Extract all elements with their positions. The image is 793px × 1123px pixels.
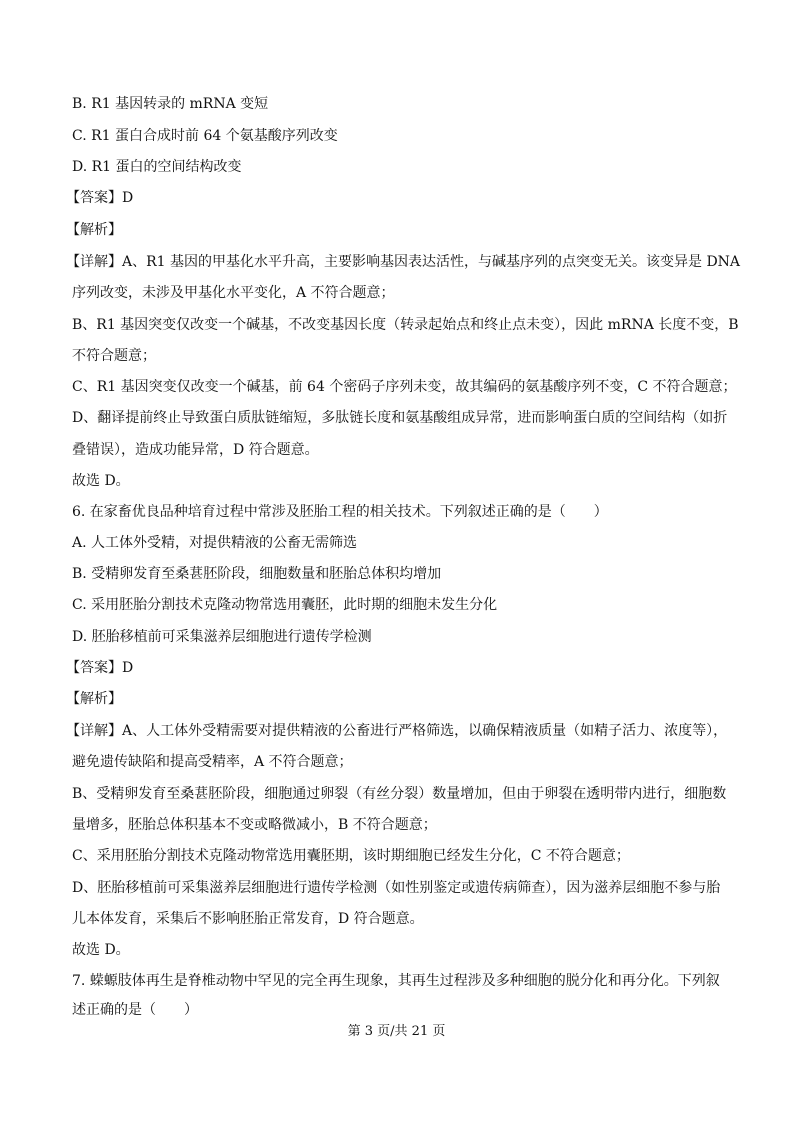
- q5-detail-d-line2: 叠错误），造成功能异常，D 符合题意。: [72, 442, 319, 458]
- q6-detail-b-line2: 量增多，胚胎总体积基本不变或略微减小，B 不符合题意；: [72, 817, 437, 833]
- q6-detail-a-line1: 【详解】A、人工体外受精需要对提供精液的公畜进行严格筛选，以确保精液质量（如精子活力、浓度等），: [66, 723, 728, 739]
- q5-analysis-label: 【解析】: [66, 222, 122, 238]
- q5-detail-b-line1: B、R1 基因突变仅改变一个碱基，不改变基因长度（转录起始点和终止点未变），因此 mRNA 长度不变，B: [72, 317, 739, 333]
- q6-detail-d-line2: 儿本体发育，采集后不影响胚胎正常发育，D 符合题意。: [72, 911, 424, 927]
- page-footer: 第 3 页/共 21 页: [347, 1024, 446, 1039]
- q6-analysis-label: 【解析】: [66, 691, 122, 707]
- q5-detail-a-line2: 序列改变，未涉及甲基化水平变化，A 不符合题意；: [72, 285, 395, 301]
- q5-detail-d-line1: D、翻译提前终止导致蛋白质肽链缩短，多肽链长度和氨基酸组成异常，进而影响蛋白质的空间结构（如折: [72, 410, 728, 426]
- q7-stem-line2: 述正确的是（ ）: [72, 1002, 198, 1018]
- q6-option-c: C. 采用胚胎分割技术克隆动物常选用囊胚，此时期的细胞未发生分化: [72, 597, 498, 613]
- q6-detail-c-line1: C、采用胚胎分割技术克隆动物常选用囊胚期，该时期细胞已经发生分化，C 不符合题意；: [72, 848, 630, 864]
- q6-conclusion: 故选 D。: [72, 942, 130, 958]
- q5-conclusion: 故选 D。: [72, 473, 130, 489]
- q5-option-c: C. R1 蛋白合成时前 64 个氨基酸序列改变: [72, 128, 338, 144]
- q6-option-b: B. 受精卵发育至桑葚胚阶段，细胞数量和胚胎总体积均增加: [72, 566, 442, 582]
- q6-option-a: A. 人工体外受精，对提供精液的公畜无需筛选: [72, 535, 358, 551]
- q7-stem-line1: 7. 蝾螈肢体再生是脊椎动物中罕见的完全再生现象，其再生过程涉及多种细胞的脱分化和再分化。下列叙: [72, 973, 720, 989]
- q6-detail-a-line2: 避免遗传缺陷和提高受精率，A 不符合题意；: [72, 754, 353, 770]
- q5-detail-a-line1: 【详解】A、R1 基因的甲基化水平升高，主要影响基因表达活性，与碱基序列的点突变无关。该变异是 DNA: [66, 254, 741, 270]
- q6-detail-b-line1: B、受精卵发育至桑葚胚阶段，细胞通过卵裂（有丝分裂）数量增加，但由于卵裂在透明带内进行，细胞数: [72, 786, 727, 802]
- q5-answer: 【答案】D: [66, 190, 134, 206]
- q6-detail-d-line1: D、胚胎移植前可采集滋养层细胞进行遗传学检测（如性别鉴定或遗传病筛查），因为滋养层细胞不参与胎: [72, 880, 721, 896]
- q5-option-b: B. R1 基因转录的 mRNA 变短: [72, 96, 269, 112]
- q6-answer: 【答案】D: [66, 660, 134, 676]
- q5-option-d: D. R1 蛋白的空间结构改变: [72, 159, 242, 175]
- q6-stem: 6. 在家畜优良品种培育过程中常涉及胚胎工程的相关技术。下列叙述正确的是（ ）: [72, 504, 608, 520]
- q5-detail-b-line2: 不符合题意；: [72, 348, 156, 364]
- q6-option-d: D. 胚胎移植前可采集滋养层细胞进行遗传学检测: [72, 629, 372, 645]
- q5-detail-c-line1: C、R1 基因突变仅改变一个碱基，前 64 个密码子序列未变，故其编码的氨基酸序列不变，C 不符合题意；: [72, 379, 737, 395]
